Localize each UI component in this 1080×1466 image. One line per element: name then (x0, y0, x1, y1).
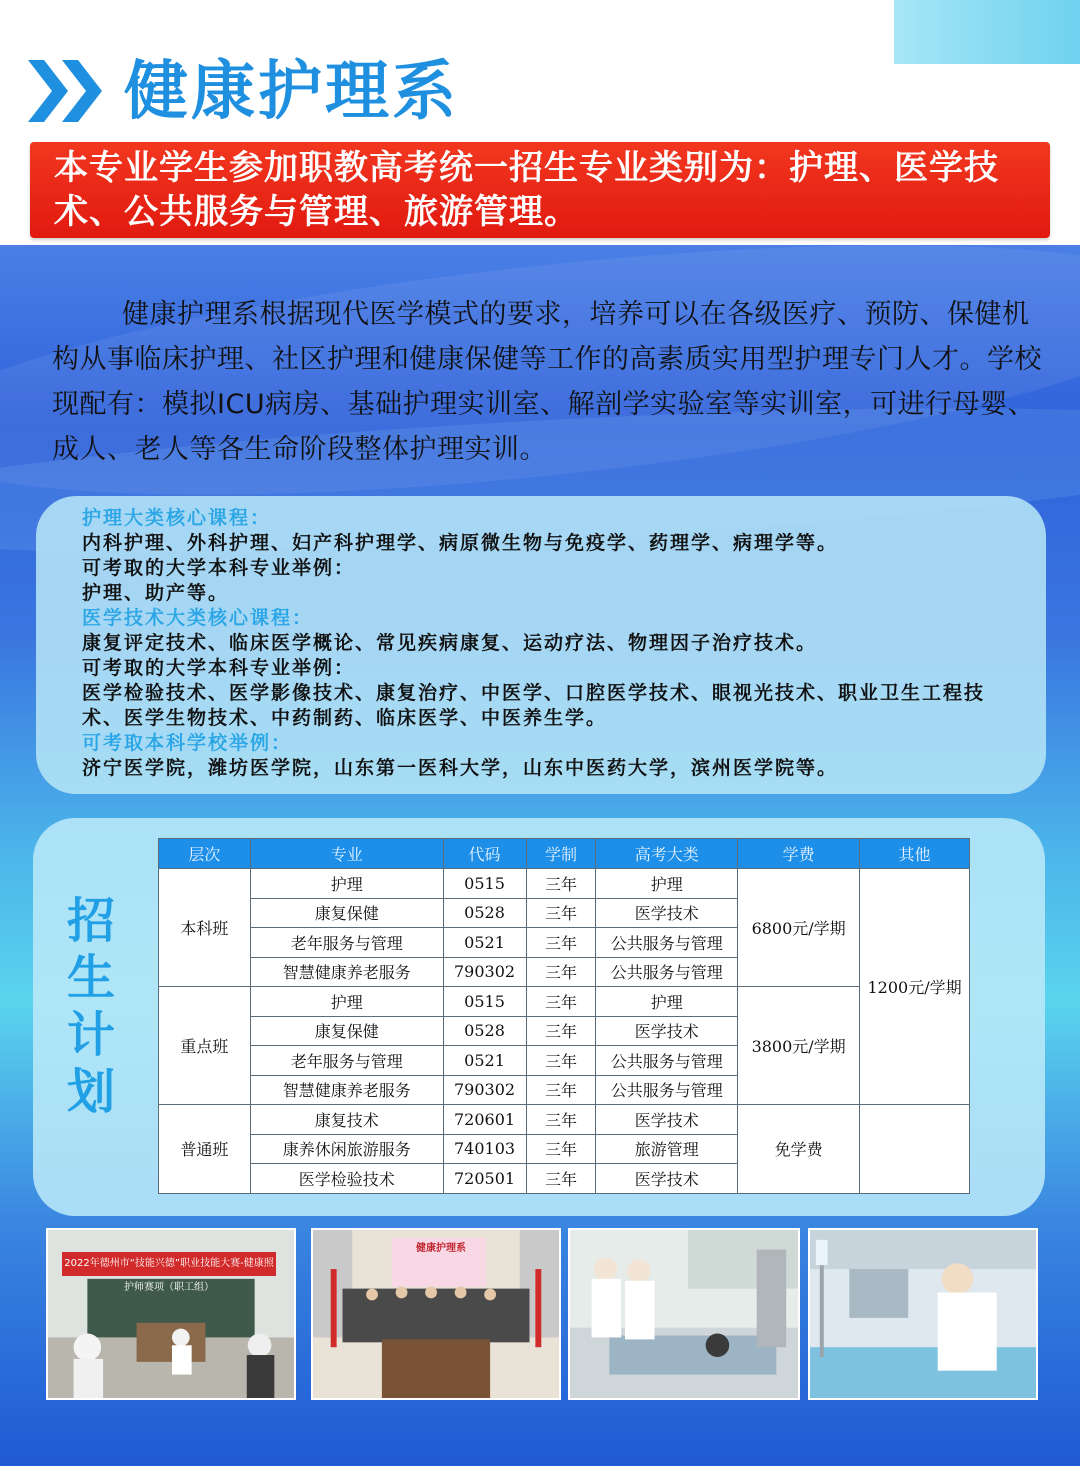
exam-category-banner (30, 142, 1050, 238)
banner-text: 本专业学生参加职教高考统一招生专业类别为：护理、医学技术、公共服务与管理、旅游管理。 (54, 148, 999, 232)
photo-caption: 2022年德州市“技能兴德”职业技能大赛-健康照护师赛项（职工组） (62, 1252, 276, 1276)
level-cell: 本科班 (159, 869, 251, 987)
chevron-right-icon (62, 60, 102, 122)
code-cell: 0528 (443, 1016, 526, 1046)
plan-title-char: 生 (66, 950, 115, 1006)
category-cell: 公共服务与管理 (596, 928, 738, 958)
nursing-major-list: 护理、助产等。 (82, 582, 230, 604)
category-cell: 旅游管理 (596, 1134, 738, 1164)
major-cell: 护理 (250, 987, 443, 1017)
nursing-major-heading: 可考取的大学本科专业举例： (82, 557, 356, 579)
code-cell: 0528 (443, 898, 526, 928)
major-cell: 康复保健 (250, 898, 443, 928)
major-cell: 医学检验技术 (250, 1164, 443, 1194)
years-cell: 三年 (526, 1075, 596, 1105)
years-cell: 三年 (526, 987, 596, 1017)
schools-heading: 可考取本科学校举例： (82, 732, 293, 754)
photo-iv-practice (808, 1228, 1038, 1400)
code-cell: 720601 (443, 1105, 526, 1135)
corner-decoration (894, 0, 1080, 64)
plan-title-char: 计 (66, 1007, 115, 1063)
category-cell: 医学技术 (596, 1105, 738, 1135)
medtech-major-list: 医学检验技术、医学影像技术、康复治疗、中医学、口腔医学技术、眼视光技术、职业卫生工程技术、医学生物技术、中药制药、临床医学、中医养生学。 (82, 682, 986, 729)
years-cell: 三年 (526, 928, 596, 958)
medtech-major-heading: 可考取的大学本科专业举例： (82, 657, 356, 679)
photo-caption: 健康护理系 (416, 1243, 466, 1254)
category-cell: 公共服务与管理 (596, 957, 738, 987)
fee-cell: 免学费 (738, 1105, 860, 1194)
code-cell: 0515 (443, 987, 526, 1017)
major-cell: 康养休闲旅游服务 (250, 1134, 443, 1164)
header-major: 专业 (250, 839, 443, 869)
category-cell: 公共服务与管理 (596, 1075, 738, 1105)
photo-strip (46, 1228, 1038, 1400)
code-cell: 790302 (443, 1075, 526, 1105)
header-years: 学制 (526, 839, 596, 869)
major-cell: 康复技术 (250, 1105, 443, 1135)
schools-list: 济宁医学院，潍坊医学院，山东第一医科大学，山东中医药大学，滨州医学院等。 (82, 757, 839, 779)
level-cell: 普通班 (159, 1105, 251, 1194)
code-cell: 0515 (443, 869, 526, 899)
code-cell: 0521 (443, 1046, 526, 1076)
table-row (159, 869, 970, 899)
enrollment-plan-title (64, 893, 118, 1121)
header-category: 高考大类 (596, 839, 738, 869)
years-cell: 三年 (526, 898, 596, 928)
code-cell: 740103 (443, 1134, 526, 1164)
courses-panel (36, 496, 1046, 794)
major-cell: 老年服务与管理 (250, 1046, 443, 1076)
table-row (159, 1105, 970, 1135)
fee-cell: 3800元/学期 (738, 987, 860, 1105)
fee-cell: 6800元/学期 (738, 869, 860, 987)
category-cell: 医学技术 (596, 1016, 738, 1046)
category-cell: 公共服务与管理 (596, 1046, 738, 1076)
major-cell: 智慧健康养老服务 (250, 957, 443, 987)
header-other: 其他 (860, 839, 970, 869)
table-row (159, 987, 970, 1017)
years-cell: 三年 (526, 1134, 596, 1164)
medtech-course-heading: 医学技术大类核心课程： (82, 607, 314, 629)
header-code: 代码 (443, 839, 526, 869)
nursing-course-list: 内科护理、外科护理、妇产科护理学、病原微生物与免疫学、药理学、病理学等。 (82, 532, 839, 554)
department-intro (52, 292, 1042, 472)
major-cell: 智慧健康养老服务 (250, 1075, 443, 1105)
level-cell: 重点班 (159, 987, 251, 1105)
header-fee: 学费 (738, 839, 860, 869)
photo-skills-competition (46, 1228, 296, 1400)
code-cell: 0521 (443, 928, 526, 958)
category-cell: 护理 (596, 987, 738, 1017)
intro-text: 健康护理系根据现代医学模式的要求，培养可以在各级医疗、预防、保健机构从事临床护理、社区护理和健康保健等工作的高素质实用型护理专门人才。学校现配有：模拟ICU病房、基础护理实训室、解剖学实验室等实训室，可进行母婴、成人、老人等各生命阶段整体护理实训。 (52, 299, 1042, 465)
other-cell-empty (860, 1105, 970, 1194)
years-cell: 三年 (526, 869, 596, 899)
major-cell: 护理 (250, 869, 443, 899)
years-cell: 三年 (526, 1046, 596, 1076)
nursing-course-heading: 护理大类核心课程： (82, 507, 272, 529)
years-cell: 三年 (526, 1016, 596, 1046)
category-cell: 医学技术 (596, 898, 738, 928)
plan-title-char: 招 (66, 893, 115, 949)
category-cell: 护理 (596, 869, 738, 899)
years-cell: 三年 (526, 1105, 596, 1135)
medtech-course-list: 康复评定技术、临床医学概论、常见疾病康复、运动疗法、物理因子治疗技术。 (82, 632, 818, 654)
table-header-row (159, 839, 970, 869)
photo-ceremony (311, 1228, 561, 1400)
page-title: 健康护理系 (124, 55, 459, 129)
photo-nursing-lab (568, 1228, 800, 1400)
years-cell: 三年 (526, 957, 596, 987)
major-cell: 老年服务与管理 (250, 928, 443, 958)
years-cell: 三年 (526, 1164, 596, 1194)
enrollment-table (158, 838, 970, 1194)
category-cell: 医学技术 (596, 1164, 738, 1194)
plan-title-char: 划 (66, 1064, 115, 1120)
code-cell: 790302 (443, 957, 526, 987)
code-cell: 720501 (443, 1164, 526, 1194)
other-cell: 1200元/学期 (860, 869, 970, 1105)
major-cell: 康复保健 (250, 1016, 443, 1046)
header-level: 层次 (159, 839, 251, 869)
